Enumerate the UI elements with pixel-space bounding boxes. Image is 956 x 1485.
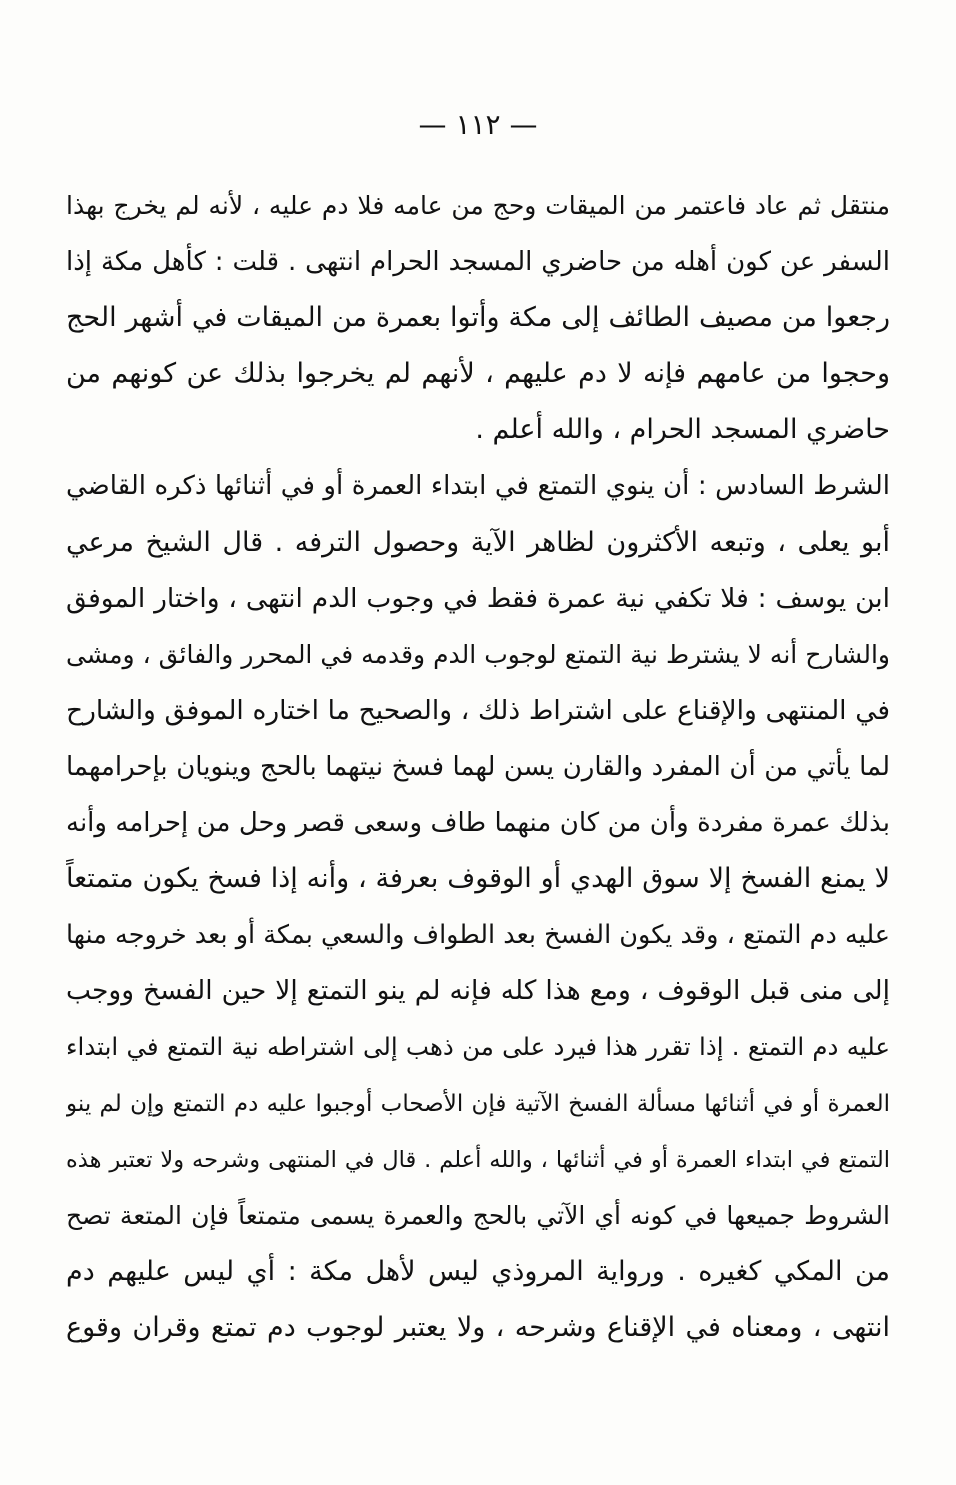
text-line: في المنتهى والإقناع على اشتراط ذلك ، والصحيح ما اختاره الموفق والشارح: [66, 694, 890, 726]
text-line: والشارح أنه لا يشترط نية التمتع لوجوب الدم وقدمه في المحرر والفائق ، ومشى: [66, 639, 890, 669]
text-line: رجعوا من مصيف الطائف إلى مكة وأتوا بعمرة من الميقات في أشهر الحج: [66, 302, 890, 334]
page-number: — ١١٢ —: [418, 108, 538, 141]
text-line: لما يأتي من أن المفرد والقارن يسن لهما فسخ نيتهما بالحج وينويان بإحرامهما: [66, 751, 890, 782]
text-line: لا يمنع الفسخ إلا سوق الهدي أو الوقوف بعرفة ، وأنه إذا فسخ يكون متمتعاً: [66, 863, 890, 895]
text-line: الشروط جميعها في كونه أي الآتي بالحج والعمرة يسمى متمتعاً فإن المتعة تصح: [66, 1200, 890, 1230]
text-line: الشرط السادس : أن ينوي التمتع في ابتداء العمرة أو في أثنائها ذكره القاضي: [66, 471, 890, 502]
text-line: ابن يوسف : فلا تكفي نية عمرة فقط في وجوب الدم انتهى ، واختار الموفق: [66, 582, 890, 614]
text-line: التمتع في ابتداء العمرة أو في أثنائها ، والله أعلم . قال في المنتهى وشرحه ولا تعتبر هذه: [66, 1146, 890, 1173]
text-line: عليه دم التمتع ، وقد يكون الفسخ بعد الطواف والسعي بمكة أو بعد خروجه منها: [66, 920, 890, 951]
body-text: [66, 178, 890, 1356]
text-line: عليه دم التمتع . إذا تقرر هذا فيرد على من ذهب إلى اشتراطه نية التمتع في ابتداء: [66, 1032, 890, 1062]
text-line: حاضري المسجد الحرام ، والله أعلم .: [475, 414, 890, 446]
text-line: منتقل ثم عاد فاعتمر من الميقات وحج من عامه فلا دم عليه ، لأنه لم يخرج بهذا: [66, 191, 890, 220]
paragraph-2: [66, 458, 890, 1356]
text-line: انتهى ، ومعناه في الإقناع وشرحه ، ولا يعتبر لوجوب دم تمتع وقران وقوع: [66, 1311, 890, 1343]
text-line: العمرة أو في أثنائها مسألة الفسخ الآتية فإن الأصحاب أوجبوا عليه دم التمتع وإن لم ينو: [66, 1090, 890, 1117]
text-line: من المكي كغيره . ورواية المروذي ليس لأهل مكة : أي ليس عليهم دم: [66, 1255, 890, 1287]
text-line: وحجوا من عامهم فإنه لا دم عليهم ، لأنهم لم يخرجوا بذلك عن كونهم من: [66, 358, 890, 390]
paragraph-1: [66, 178, 890, 458]
text-line: بذلك عمرة مفردة وأن من كان منهما طاف وسعى قصر وحل من إحرامه وأنه: [66, 808, 890, 839]
text-line: السفر عن كون أهله من حاضري المسجد الحرام انتهى . قلت : كأهل مكة إذا: [66, 247, 890, 278]
text-line: أبو يعلى ، وتبعه الأكثرون لظاهر الآية وحصول الترفه . قال الشيخ مرعي: [66, 526, 890, 558]
text-line: إلى منى قبل الوقوف ، ومع هذا كله فإنه لم ينو التمتع إلا حين الفسخ ووجب: [66, 975, 890, 1007]
